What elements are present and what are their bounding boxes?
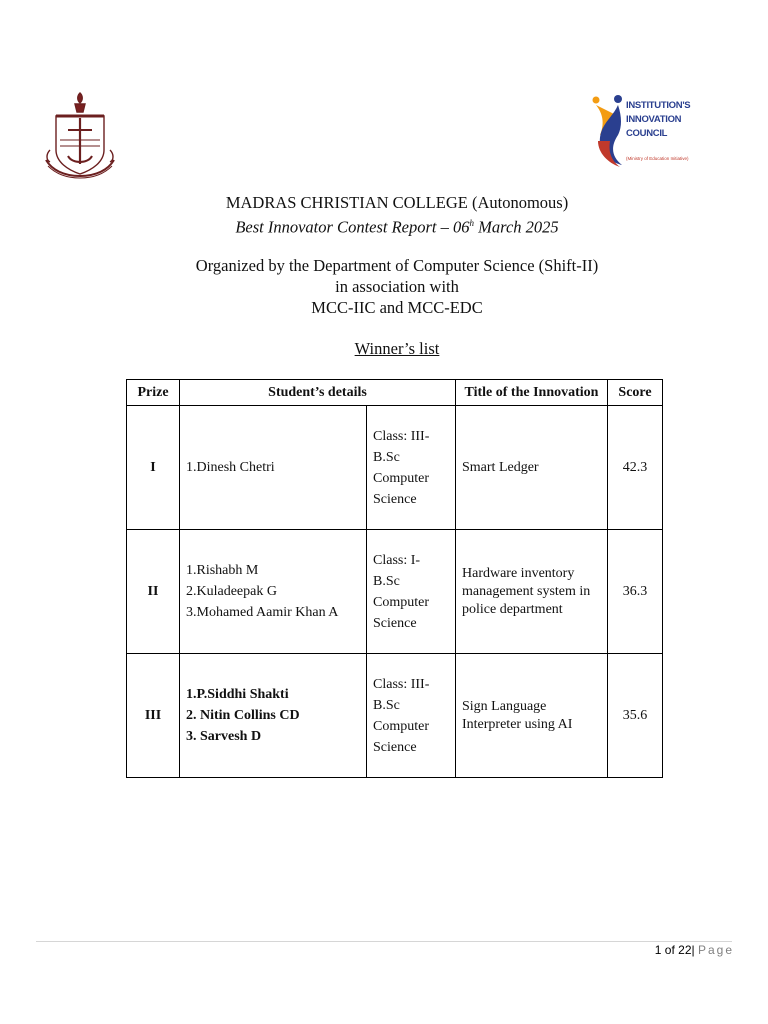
class-line: Computer — [373, 470, 429, 486]
table-row — [127, 406, 663, 530]
footer-separator: | — [691, 943, 695, 957]
report-title-suffix: March 2025 — [474, 217, 559, 237]
student-name: 1.P.Siddhi Shakti — [186, 687, 289, 702]
class-cell — [367, 654, 456, 778]
class-line: Science — [373, 739, 417, 755]
footer-page-word: Page — [697, 943, 734, 957]
class-line: B.Sc — [373, 449, 400, 465]
innovation-title-cell: Sign Language Interpreter using AI — [456, 654, 608, 778]
class-line: Computer — [373, 594, 429, 610]
class-line: B.Sc — [373, 573, 400, 589]
page-number: 1 of 22 — [654, 943, 692, 957]
class-line: Class: I- — [373, 552, 421, 568]
table-header-row — [127, 380, 663, 406]
iic-logo-subtitle: (Ministry of Education Initiative) — [626, 156, 689, 161]
student-name: 3.Mohamed Aamir Khan A — [186, 605, 339, 620]
score-cell: 36.3 — [608, 530, 663, 654]
innovation-title-cell: Hardware inventory management system in police department — [456, 530, 608, 654]
header-title: Title of the Innovation — [456, 380, 608, 406]
prize-cell: II — [127, 530, 180, 654]
winners-table — [126, 379, 663, 778]
partners-text: MCC-IIC and MCC-EDC — [311, 298, 483, 317]
header-prize: Prize — [127, 380, 180, 406]
prize-cell: I — [127, 406, 180, 530]
table-row — [127, 530, 663, 654]
student-names-cell — [180, 654, 367, 778]
innovation-title-cell: Smart Ledger — [456, 406, 608, 530]
winners-list-title: Winner’s list — [354, 339, 440, 358]
table-row — [127, 654, 663, 778]
iic-line-3: COUNCIL — [626, 128, 668, 139]
student-name: 1.Dinesh Chetri — [186, 460, 275, 475]
score-cell: 35.6 — [608, 654, 663, 778]
header-student-details: Student’s details — [180, 380, 456, 406]
college-name: MADRAS CHRISTIAN COLLEGE (Autonomous) — [225, 193, 569, 212]
class-line: Class: III- — [373, 428, 430, 444]
class-line: Computer — [373, 718, 429, 734]
student-name: 2.Kuladeepak G — [186, 584, 277, 599]
report-title-sup: h — [469, 218, 475, 228]
class-line: Class: III- — [373, 676, 430, 692]
report-title — [0, 213, 768, 238]
college-crest-logo — [42, 90, 118, 186]
organized-by: Organized by the Department of Computer Science (Shift-II) — [195, 256, 599, 275]
student-name: 2. Nitin Collins CD — [186, 708, 300, 723]
student-name: 1.Rishabh M — [186, 563, 259, 578]
header-score: Score — [608, 380, 663, 406]
iic-logo — [590, 93, 691, 173]
class-line: B.Sc — [373, 697, 400, 713]
student-names-cell — [180, 530, 367, 654]
iic-emblem-icon — [590, 93, 626, 173]
iic-line-2: INNOVATION — [626, 114, 682, 125]
class-line: Science — [373, 491, 417, 507]
report-title-prefix: Best Innovator Contest Report – 06 — [235, 217, 470, 237]
student-names-cell — [180, 406, 367, 530]
association-text: in association with — [335, 277, 459, 296]
footer-divider — [36, 941, 732, 942]
class-cell — [367, 530, 456, 654]
prize-cell: III — [127, 654, 180, 778]
student-name: 3. Sarvesh D — [186, 729, 262, 744]
page-footer — [655, 943, 734, 957]
score-cell: 42.3 — [608, 406, 663, 530]
iic-line-1: INSTITUTION'S — [626, 100, 691, 111]
winners-table-body — [127, 406, 663, 778]
iic-logo-text — [626, 99, 690, 141]
class-line: Science — [373, 615, 417, 631]
class-cell — [367, 406, 456, 530]
